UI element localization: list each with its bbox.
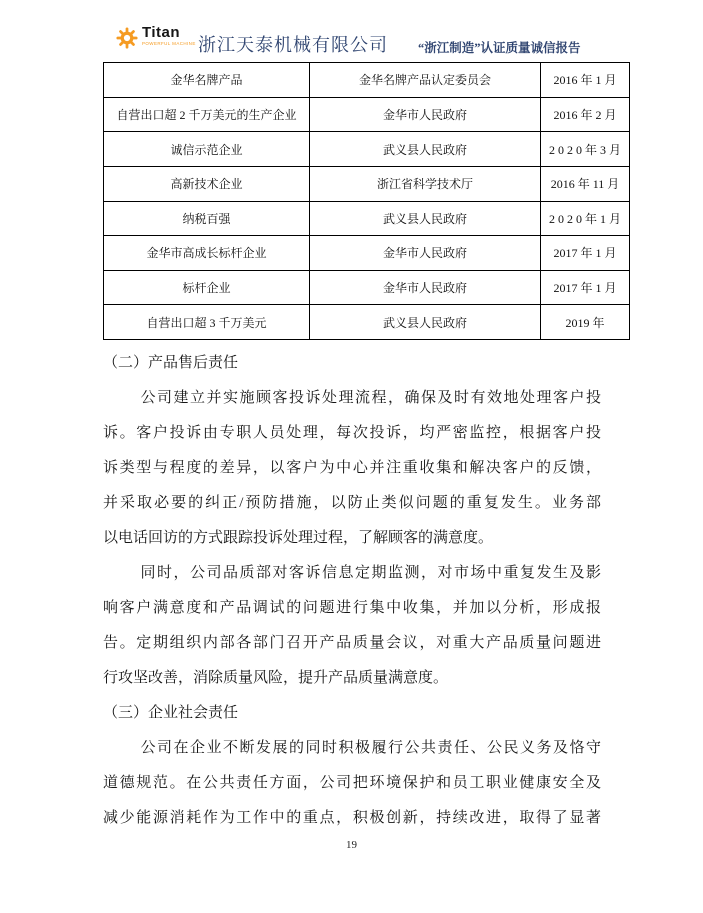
text-line: 诉。客户投诉由专职人员处理，每次投诉，均严密监控，根据客户投 [103, 425, 601, 441]
award-cell: 金华市高成长标杆企业 [104, 236, 310, 271]
date-cell: 2 0 2 0 年 1 月 [541, 201, 630, 236]
company-logo [116, 25, 196, 49]
logo-brand: Titan [142, 24, 181, 41]
page-number: 19 [346, 839, 357, 851]
table-row [104, 270, 630, 305]
text-line: 行攻坚改善，消除质量风险，提升产品质量满意度。 [103, 670, 449, 686]
logo-text [142, 25, 196, 46]
issuer-cell: 金华名牌产品认定委员会 [310, 63, 541, 98]
issuer-cell: 武义县人民政府 [310, 201, 541, 236]
table-row [104, 63, 630, 98]
section-heading: （二）产品售后责任 [103, 355, 239, 371]
text-line: 告。定期组织内部各部门召开产品质量会议，对重大产品质量问题进 [103, 635, 601, 651]
award-cell: 诚信示范企业 [104, 132, 310, 167]
awards-table [103, 62, 630, 340]
text-line: 并采取必要的纠正/预防措施，以防止类似问题的重复发生。业务部 [103, 495, 601, 511]
report-title: “浙江制造”认证质量诚信报告 [418, 41, 581, 55]
text-line: 以电话回访的方式跟踪投诉处理过程，了解顾客的满意度。 [103, 530, 494, 546]
company-name: 浙江天泰机械有限公司 [198, 35, 388, 55]
table-row [104, 132, 630, 167]
date-cell: 2019 年 [541, 305, 630, 340]
award-cell: 自营出口超 2 千万美元的生产企业 [104, 97, 310, 132]
issuer-cell: 浙江省科学技术厅 [310, 166, 541, 201]
award-cell: 纳税百强 [104, 201, 310, 236]
section-heading: （三）企业社会责任 [103, 705, 239, 721]
text-line: 公司建立并实施顾客投诉处理流程，确保及时有效地处理客户投 [140, 390, 601, 406]
date-cell: 2016 年 1 月 [541, 63, 630, 98]
text-line: 道德规范。在公共责任方面，公司把环境保护和员工职业健康安全及 [103, 775, 601, 791]
gear-icon [116, 25, 138, 49]
date-cell: 2 0 2 0 年 3 月 [541, 132, 630, 167]
text-line: 同时，公司品质部对客诉信息定期监测，对市场中重复发生及影 [140, 565, 601, 581]
date-cell: 2017 年 1 月 [541, 236, 630, 271]
issuer-cell: 武义县人民政府 [310, 132, 541, 167]
text-line: 诉类型与程度的差异，以客户为中心并注重收集和解决客户的反馈， [103, 460, 601, 476]
issuer-cell: 金华市人民政府 [310, 97, 541, 132]
table-row [104, 166, 630, 201]
award-cell: 金华名牌产品 [104, 63, 310, 98]
issuer-cell: 金华市人民政府 [310, 270, 541, 305]
table-row [104, 236, 630, 271]
award-cell: 自营出口超 3 千万美元 [104, 305, 310, 340]
text-line: 响客户满意度和产品调试的问题进行集中收集，并加以分析，形成报 [103, 600, 601, 616]
issuer-cell: 武义县人民政府 [310, 305, 541, 340]
date-cell: 2016 年 2 月 [541, 97, 630, 132]
date-cell: 2016 年 11 月 [541, 166, 630, 201]
text-line: 公司在企业不断发展的同时积极履行公共责任、公民义务及恪守 [140, 740, 601, 756]
table-row [104, 97, 630, 132]
award-cell: 高新技术企业 [104, 166, 310, 201]
date-cell: 2017 年 1 月 [541, 270, 630, 305]
award-cell: 标杆企业 [104, 270, 310, 305]
logo-tagline: POWERFUL MACHINE [142, 40, 196, 46]
issuer-cell: 金华市人民政府 [310, 236, 541, 271]
table-row [104, 305, 630, 340]
text-line: 减少能源消耗作为工作中的重点，积极创新，持续改进，取得了显著 [103, 810, 601, 826]
report-body [103, 346, 601, 836]
table-row [104, 201, 630, 236]
